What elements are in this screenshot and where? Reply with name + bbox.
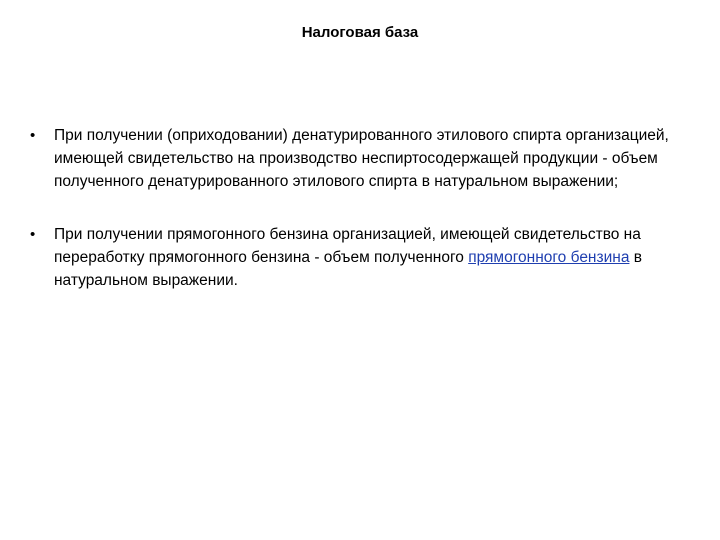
bullet-text-after: в натуральном выражении.	[54, 249, 642, 289]
bullet-item-2	[30, 223, 702, 292]
bullet-text-before: При получении прямогонного бензина организацией, имеющей свидетельство на переработку прямогонного бензина - объем полученного	[54, 226, 641, 266]
slide-title: Налоговая база	[301, 24, 419, 41]
bullet-item-1	[30, 124, 702, 193]
straight-run-gasoline-link[interactable]: прямогонного бензина	[468, 249, 630, 266]
bullet-list	[30, 124, 702, 322]
bullet-marker: •	[30, 226, 36, 243]
bullet-text: При получении (оприходовании) денатурированного этилового спирта организацией, имеющей свидетельство на производство неспиртосодержащей продукции - объем полученного денатурированного этилового спирта в натуральном выражении;	[54, 127, 669, 190]
bullet-marker: •	[30, 127, 36, 144]
